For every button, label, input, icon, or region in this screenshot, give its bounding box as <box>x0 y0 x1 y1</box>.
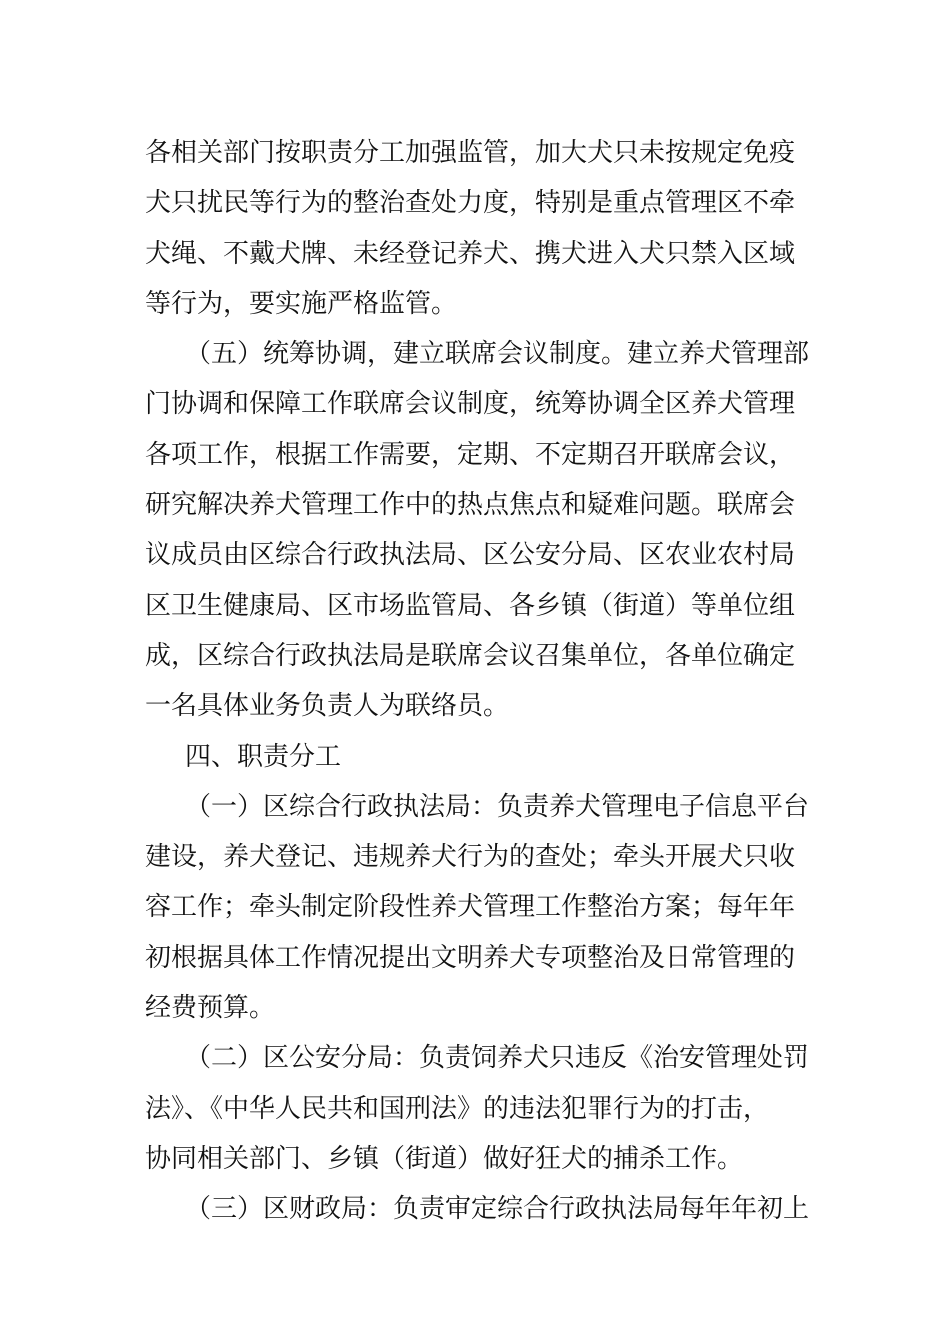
text-line: 研究解决养犬管理工作中的热点焦点和疑难问题。联席会 <box>145 490 796 521</box>
text-line: 各项工作，根据工作需要，定期、不定期召开联席会议， <box>145 439 796 470</box>
text-line: 经费预算。 <box>145 993 276 1024</box>
text-line: 协同相关部门、乡镇（街道）做好狂犬的捕杀工作。 <box>145 1143 744 1174</box>
item-three-line: （三）区财政局：负责审定综合行政执法局每年年初上 <box>185 1194 810 1225</box>
text-line: 各相关部门按职责分工加强监管，加大犬只未按规定免疫 <box>145 138 796 168</box>
text-line: 犬只扰民等行为的整治查处力度，特别是重点管理区不牵 <box>145 188 796 219</box>
text-line: 区卫生健康局、区市场监管局、各乡镇（街道）等单位组 <box>145 590 796 621</box>
text-line: 议成员由区综合行政执法局、区公安分局、区农业农村局 <box>145 540 796 571</box>
text-line: 成，区综合行政执法局是联席会议召集单位，各单位确定 <box>145 640 796 671</box>
item-one-line: （一）区综合行政执法局：负责养犬管理电子信息平台 <box>185 791 810 822</box>
document-body <box>145 128 810 1235</box>
text-line: 一名具体业务负责人为联络员。 <box>145 691 510 722</box>
text-line: 等行为，要实施严格监管。 <box>145 288 458 319</box>
text-line: 建设，养犬登记、违规养犬行为的查处；牵头开展犬只收 <box>145 842 796 873</box>
text-line: 门协调和保障工作联席会议制度，统筹协调全区养犬管理 <box>145 389 796 420</box>
text-line: 容工作；牵头制定阶段性养犬管理工作整治方案；每年年 <box>145 892 796 923</box>
section-five-heading-line: （五）统筹协调，建立联席会议制度。建立养犬管理部 <box>185 339 810 370</box>
text-line: 法》、《中华人民共和国刑法》的违法犯罪行为的打击， <box>145 1093 770 1124</box>
text-line: 犬绳、不戴犬牌、未经登记养犬、携犬进入犬只禁入区域 <box>145 238 796 269</box>
item-two-line: （二）区公安分局：负责饲养犬只违反《治安管理处罚 <box>185 1043 810 1074</box>
text-line: 初根据具体工作情况提出文明养犬专项整治及日常管理的 <box>145 942 796 973</box>
section-heading: 四、职责分工 <box>185 741 342 772</box>
